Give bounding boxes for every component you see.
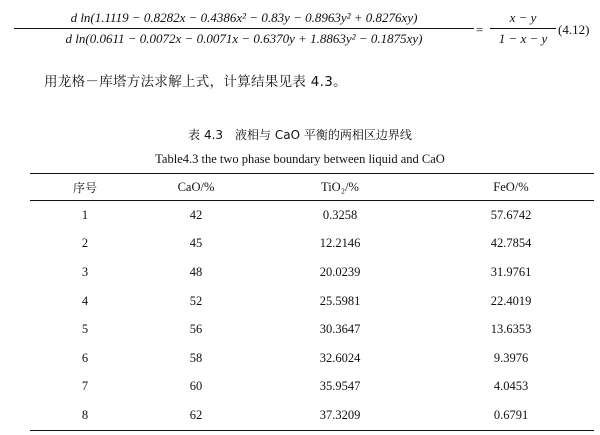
table-row — [30, 230, 594, 259]
header-feo: FeO/% — [493, 179, 529, 194]
header-tio2: TiO₂/% — [321, 179, 359, 194]
lhs-numerator: d ln(1.1119 − 0.8282x − 0.4386x² − 0.83y − 0.8963y² + 0.8276xy) — [70, 10, 418, 25]
results-table — [30, 173, 594, 431]
cell-tio2: 37.3209 — [319, 407, 361, 422]
body-paragraph: 用龙格－库塔方法求解上式，计算结果见表 4.3。 — [44, 74, 347, 90]
cell-cao: 62 — [189, 407, 203, 422]
cell-cao: 56 — [189, 322, 203, 337]
table-row — [30, 287, 594, 316]
cell-index: 4 — [81, 293, 89, 308]
cell-index: 2 — [81, 236, 89, 251]
table-row — [30, 201, 594, 230]
cell-index: 5 — [81, 322, 89, 337]
table-row — [30, 401, 594, 430]
cell-index: 8 — [81, 407, 89, 422]
rhs-denominator: 1 − x − y — [498, 31, 548, 46]
table-caption-english: Table4.3 the two phase boundary between liquid and CaO — [155, 152, 445, 166]
cell-tio2: 35.9547 — [319, 379, 361, 394]
table-header-row — [30, 174, 594, 201]
cell-feo: 4.0453 — [493, 379, 529, 394]
cell-cao: 42 — [189, 207, 203, 222]
cell-cao: 48 — [189, 264, 203, 279]
cell-index: 3 — [81, 264, 89, 279]
cell-index: 7 — [81, 379, 89, 394]
cell-tio2: 25.5981 — [319, 293, 361, 308]
header-cao: CaO/% — [177, 179, 215, 194]
cell-tio2: 12.2146 — [319, 236, 361, 251]
table-caption-chinese: 表 4.3 液相与 CaO 平衡的两相区边界线 — [188, 128, 412, 142]
cell-index: 6 — [81, 350, 89, 365]
cell-feo: 13.6353 — [490, 322, 532, 337]
table-row — [30, 373, 594, 402]
cell-cao: 60 — [189, 379, 203, 394]
lhs-denominator: d ln(0.0611 − 0.0072x − 0.0071x − 0.6370y + 1.8863y² − 0.1875xy) — [65, 31, 423, 46]
table-row — [30, 315, 594, 344]
cell-feo: 22.4019 — [490, 293, 532, 308]
cell-tio2: 30.3647 — [319, 322, 361, 337]
header-index: 序号 — [72, 180, 97, 195]
cell-feo: 9.3976 — [493, 350, 529, 365]
equation-4-12 — [14, 6, 590, 64]
table-row — [30, 344, 594, 373]
cell-feo: 42.7854 — [490, 236, 532, 251]
cell-cao: 45 — [189, 236, 203, 251]
cell-index: 1 — [81, 207, 89, 222]
cell-feo: 57.6742 — [490, 207, 532, 222]
lhs-fraction — [14, 10, 474, 47]
cell-feo: 0.6791 — [493, 407, 529, 422]
fraction-bar — [14, 28, 474, 29]
cell-cao: 58 — [189, 350, 203, 365]
rhs-numerator: x − y — [509, 10, 537, 25]
cell-tio2: 0.3258 — [322, 207, 358, 222]
table-row — [30, 258, 594, 287]
rhs-fraction — [490, 10, 556, 47]
equation-number: (4.12) — [558, 22, 590, 37]
equals-sign: = — [476, 22, 484, 37]
cell-feo: 31.9761 — [490, 264, 532, 279]
fraction-bar — [490, 28, 556, 29]
cell-tio2: 32.6024 — [319, 350, 361, 365]
cell-tio2: 20.0239 — [319, 264, 361, 279]
cell-cao: 52 — [189, 293, 203, 308]
